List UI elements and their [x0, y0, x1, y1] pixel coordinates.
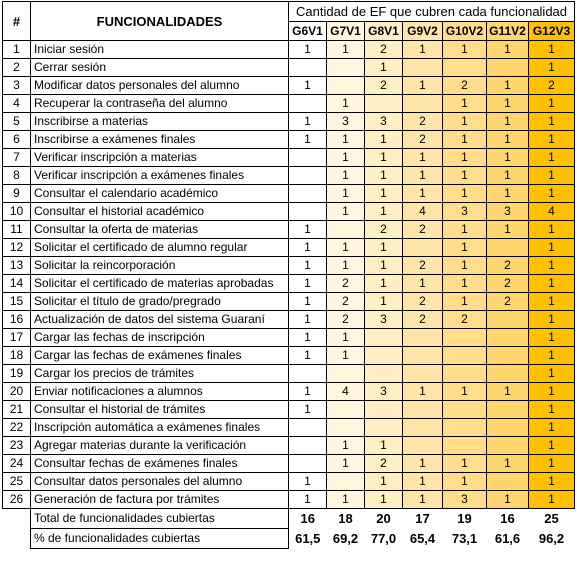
header-col-g12v3: G12V3 [529, 22, 575, 41]
coverage-cell [487, 311, 529, 329]
coverage-cell: 1 [443, 95, 487, 113]
total-value: 18 [327, 509, 365, 529]
functionality-name: Cerrar sesión [31, 59, 289, 77]
percent-label: % de funcionalidades cubiertas [31, 529, 289, 549]
coverage-cell [443, 59, 487, 77]
row-number: 25 [3, 473, 31, 491]
header-functionalities: FUNCIONALIDADES [31, 2, 289, 41]
table-row [3, 221, 575, 239]
coverage-cell: 1 [487, 113, 529, 131]
functionality-name: Cargar las fechas de exámenes finales [31, 347, 289, 365]
functionality-name: Inscripción automática a exámenes finales [31, 419, 289, 437]
coverage-cell: 1 [289, 77, 327, 95]
coverage-cell: 1 [443, 257, 487, 275]
table-row [3, 275, 575, 293]
coverage-cell: 1 [365, 275, 403, 293]
coverage-cell: 1 [443, 473, 487, 491]
coverage-cell [487, 401, 529, 419]
functionality-name: Inscribirse a materias [31, 113, 289, 131]
total-value: 19 [443, 509, 487, 529]
coverage-cell: 1 [529, 41, 575, 59]
coverage-cell [365, 347, 403, 365]
coverage-cell [327, 221, 365, 239]
coverage-cell: 2 [487, 275, 529, 293]
coverage-cell [289, 203, 327, 221]
coverage-cell: 3 [487, 203, 529, 221]
coverage-cell: 1 [403, 41, 443, 59]
coverage-cell: 1 [487, 77, 529, 95]
coverage-cell: 1 [403, 77, 443, 95]
coverage-cell: 1 [487, 383, 529, 401]
coverage-cell: 2 [327, 293, 365, 311]
row-number: 12 [3, 239, 31, 257]
coverage-cell: 1 [529, 491, 575, 509]
row-number: 15 [3, 293, 31, 311]
table-row [3, 491, 575, 509]
coverage-cell [365, 329, 403, 347]
coverage-cell: 1 [365, 185, 403, 203]
row-number: 1 [3, 41, 31, 59]
coverage-cell: 3 [443, 491, 487, 509]
table-row [3, 149, 575, 167]
coverage-cell: 1 [365, 293, 403, 311]
functionality-name: Cargar las fechas de inscripción [31, 329, 289, 347]
coverage-cell: 2 [403, 257, 443, 275]
row-number: 20 [3, 383, 31, 401]
row-number: 8 [3, 167, 31, 185]
coverage-cell [327, 59, 365, 77]
row-number: 26 [3, 491, 31, 509]
total-value: 25 [529, 509, 575, 529]
table-row [3, 383, 575, 401]
coverage-cell: 1 [529, 257, 575, 275]
row-number: 13 [3, 257, 31, 275]
coverage-cell [403, 365, 443, 383]
coverage-cell [443, 329, 487, 347]
coverage-cell: 1 [289, 401, 327, 419]
coverage-cell: 1 [403, 275, 443, 293]
percent-row [3, 529, 575, 549]
coverage-cell: 1 [403, 491, 443, 509]
coverage-cell: 1 [289, 275, 327, 293]
coverage-cell [443, 437, 487, 455]
coverage-cell: 1 [365, 473, 403, 491]
coverage-cell: 1 [487, 167, 529, 185]
coverage-cell: 1 [403, 167, 443, 185]
header-col-g11v2: G11V2 [487, 22, 529, 41]
coverage-cell: 1 [403, 383, 443, 401]
coverage-cell: 1 [529, 59, 575, 77]
row-number: 10 [3, 203, 31, 221]
coverage-cell [403, 437, 443, 455]
coverage-cell: 2 [403, 311, 443, 329]
table-row [3, 41, 575, 59]
coverage-cell: 3 [365, 311, 403, 329]
coverage-cell [443, 347, 487, 365]
coverage-cell [327, 401, 365, 419]
row-number: 5 [3, 113, 31, 131]
percent-value: 77,0 [365, 529, 403, 549]
coverage-cell: 1 [487, 491, 529, 509]
coverage-cell: 1 [443, 113, 487, 131]
row-number: 2 [3, 59, 31, 77]
coverage-cell [403, 419, 443, 437]
coverage-cell: 1 [529, 455, 575, 473]
coverage-cell [289, 59, 327, 77]
coverage-cell [327, 473, 365, 491]
total-value: 16 [289, 509, 327, 529]
coverage-cell: 1 [327, 203, 365, 221]
coverage-cell [289, 365, 327, 383]
coverage-cell [443, 401, 487, 419]
coverage-cell: 2 [403, 131, 443, 149]
header-col-g6v1: G6V1 [289, 22, 327, 41]
row-number: 18 [3, 347, 31, 365]
coverage-cell: 1 [365, 167, 403, 185]
table-row [3, 95, 575, 113]
coverage-cell: 1 [327, 41, 365, 59]
coverage-cell: 1 [289, 491, 327, 509]
percent-value: 65,4 [403, 529, 443, 549]
functionality-name: Consultar el historial de trámites [31, 401, 289, 419]
coverage-table [2, 1, 575, 549]
coverage-cell [487, 365, 529, 383]
row-number: 22 [3, 419, 31, 437]
table-row [3, 131, 575, 149]
coverage-cell: 1 [289, 347, 327, 365]
coverage-cell: 1 [529, 131, 575, 149]
total-label: Total de funcionalidades cubiertas [31, 509, 289, 529]
percent-value: 73,1 [443, 529, 487, 549]
coverage-cell: 1 [487, 149, 529, 167]
coverage-cell: 1 [327, 257, 365, 275]
table-row [3, 293, 575, 311]
percent-value: 96,2 [529, 529, 575, 549]
coverage-cell: 1 [327, 329, 365, 347]
functionality-name: Modificar datos personales del alumno [31, 77, 289, 95]
coverage-cell: 1 [365, 203, 403, 221]
coverage-cell: 2 [487, 293, 529, 311]
coverage-cell [403, 329, 443, 347]
total-row [3, 509, 575, 529]
coverage-cell: 2 [443, 77, 487, 95]
coverage-cell: 1 [289, 41, 327, 59]
coverage-cell [443, 365, 487, 383]
coverage-cell: 1 [289, 221, 327, 239]
row-number: 11 [3, 221, 31, 239]
coverage-cell: 1 [529, 311, 575, 329]
coverage-cell: 1 [529, 167, 575, 185]
coverage-cell: 1 [443, 239, 487, 257]
functionality-name: Consultar fechas de exámenes finales [31, 455, 289, 473]
table-row [3, 203, 575, 221]
row-number: 7 [3, 149, 31, 167]
header-col-g7v1: G7V1 [327, 22, 365, 41]
coverage-cell: 1 [365, 437, 403, 455]
functionality-name: Enviar notificaciones a alumnos [31, 383, 289, 401]
coverage-cell [289, 95, 327, 113]
coverage-cell [487, 437, 529, 455]
coverage-cell: 1 [327, 167, 365, 185]
coverage-cell: 1 [529, 95, 575, 113]
coverage-cell: 1 [529, 149, 575, 167]
coverage-cell [289, 167, 327, 185]
row-number: 14 [3, 275, 31, 293]
row-number: 19 [3, 365, 31, 383]
coverage-cell: 1 [289, 293, 327, 311]
table-row [3, 347, 575, 365]
table-row [3, 419, 575, 437]
table-row [3, 257, 575, 275]
coverage-cell: 1 [487, 131, 529, 149]
table-row [3, 77, 575, 95]
coverage-cell: 1 [289, 257, 327, 275]
functionality-name: Actualización de datos del sistema Guaraní [31, 311, 289, 329]
coverage-cell: 1 [529, 401, 575, 419]
functionality-name: Verificar inscripción a materias [31, 149, 289, 167]
coverage-cell: 1 [443, 167, 487, 185]
coverage-cell: 2 [327, 275, 365, 293]
coverage-cell: 3 [443, 203, 487, 221]
coverage-cell [289, 419, 327, 437]
functionality-name: Solicitar el título de grado/pregrado [31, 293, 289, 311]
coverage-cell: 1 [327, 131, 365, 149]
coverage-cell: 1 [487, 455, 529, 473]
coverage-cell: 1 [443, 383, 487, 401]
coverage-cell: 1 [289, 383, 327, 401]
row-number: 21 [3, 401, 31, 419]
coverage-cell: 1 [403, 149, 443, 167]
coverage-cell: 1 [529, 365, 575, 383]
functionality-name: Inscribirse a exámenes finales [31, 131, 289, 149]
percent-value: 69,2 [327, 529, 365, 549]
functionality-name: Solicitar la reincorporación [31, 257, 289, 275]
table-row [3, 113, 575, 131]
row-number: 9 [3, 185, 31, 203]
coverage-cell: 1 [487, 221, 529, 239]
coverage-cell: 1 [327, 437, 365, 455]
coverage-cell: 1 [327, 491, 365, 509]
coverage-cell [487, 59, 529, 77]
header-group-coverage: Cantidad de EF que cubren cada funcionalidad [289, 2, 575, 22]
coverage-cell: 2 [487, 257, 529, 275]
coverage-cell: 1 [327, 185, 365, 203]
coverage-cell: 1 [443, 131, 487, 149]
coverage-cell: 1 [529, 419, 575, 437]
table-body [3, 41, 575, 509]
coverage-cell [365, 419, 403, 437]
functionality-name: Consultar datos personales del alumno [31, 473, 289, 491]
coverage-cell: 4 [327, 383, 365, 401]
row-number: 4 [3, 95, 31, 113]
coverage-cell: 1 [403, 185, 443, 203]
coverage-cell [403, 401, 443, 419]
coverage-cell: 4 [529, 203, 575, 221]
functionality-name: Solicitar el certificado de alumno regular [31, 239, 289, 257]
total-value: 17 [403, 509, 443, 529]
coverage-cell: 2 [403, 113, 443, 131]
coverage-cell: 1 [529, 239, 575, 257]
coverage-cell: 1 [529, 113, 575, 131]
coverage-cell: 3 [365, 383, 403, 401]
table-row [3, 311, 575, 329]
coverage-cell [487, 473, 529, 491]
coverage-cell: 2 [365, 77, 403, 95]
coverage-cell: 1 [443, 221, 487, 239]
coverage-cell: 1 [365, 131, 403, 149]
table-row [3, 455, 575, 473]
coverage-cell: 1 [529, 473, 575, 491]
coverage-cell: 1 [529, 293, 575, 311]
coverage-cell: 1 [487, 95, 529, 113]
coverage-cell: 1 [403, 455, 443, 473]
table-row [3, 185, 575, 203]
functionality-name: Consultar el historial académico [31, 203, 289, 221]
coverage-cell [403, 59, 443, 77]
functionality-name: Cargar los precios de trámites [31, 365, 289, 383]
header-number: # [3, 2, 31, 41]
coverage-cell [327, 77, 365, 95]
coverage-cell: 4 [403, 203, 443, 221]
functionality-name: Consultar la oferta de materias [31, 221, 289, 239]
coverage-cell: 1 [443, 185, 487, 203]
coverage-cell [487, 329, 529, 347]
total-value: 20 [365, 509, 403, 529]
coverage-cell: 2 [365, 41, 403, 59]
row-number: 17 [3, 329, 31, 347]
coverage-cell [403, 95, 443, 113]
percent-value: 61,6 [487, 529, 529, 549]
table-row [3, 239, 575, 257]
coverage-cell: 3 [327, 113, 365, 131]
coverage-cell: 1 [403, 473, 443, 491]
coverage-cell [289, 455, 327, 473]
coverage-cell [365, 365, 403, 383]
table-row [3, 365, 575, 383]
coverage-cell: 1 [327, 95, 365, 113]
header-col-g10v2: G10V2 [443, 22, 487, 41]
coverage-cell [289, 149, 327, 167]
coverage-cell: 2 [365, 221, 403, 239]
coverage-cell [443, 419, 487, 437]
coverage-cell: 1 [487, 41, 529, 59]
coverage-cell [289, 185, 327, 203]
coverage-cell [403, 239, 443, 257]
coverage-cell [487, 419, 529, 437]
coverage-cell: 1 [529, 275, 575, 293]
coverage-cell: 1 [443, 149, 487, 167]
table-row [3, 401, 575, 419]
coverage-cell [327, 419, 365, 437]
coverage-cell: 1 [327, 149, 365, 167]
coverage-cell [487, 347, 529, 365]
table-row [3, 437, 575, 455]
coverage-cell: 2 [327, 311, 365, 329]
coverage-cell: 1 [365, 491, 403, 509]
coverage-cell: 1 [443, 275, 487, 293]
coverage-cell [289, 437, 327, 455]
coverage-cell: 2 [403, 293, 443, 311]
header-col-g8v1: G8V1 [365, 22, 403, 41]
coverage-cell: 2 [365, 455, 403, 473]
total-value: 16 [487, 509, 529, 529]
coverage-cell: 1 [443, 41, 487, 59]
coverage-cell: 1 [327, 239, 365, 257]
functionality-name: Verificar inscripción a exámenes finales [31, 167, 289, 185]
row-number: 16 [3, 311, 31, 329]
coverage-cell: 3 [365, 113, 403, 131]
coverage-cell: 1 [529, 437, 575, 455]
functionality-name: Solicitar el certificado de materias aprobadas [31, 275, 289, 293]
coverage-cell [365, 95, 403, 113]
coverage-cell: 1 [443, 455, 487, 473]
coverage-cell: 1 [365, 239, 403, 257]
coverage-cell: 2 [529, 77, 575, 95]
coverage-cell: 1 [529, 185, 575, 203]
coverage-cell [403, 347, 443, 365]
coverage-cell [487, 239, 529, 257]
functionality-name: Recuperar la contraseña del alumno [31, 95, 289, 113]
coverage-cell: 1 [443, 293, 487, 311]
coverage-cell: 1 [487, 185, 529, 203]
table-row [3, 473, 575, 491]
table-row [3, 167, 575, 185]
table-footer [3, 509, 575, 549]
coverage-cell: 1 [529, 221, 575, 239]
coverage-cell: 1 [289, 473, 327, 491]
coverage-cell: 1 [289, 311, 327, 329]
percent-value: 61,5 [289, 529, 327, 549]
header-col-g9v2: G9V2 [403, 22, 443, 41]
functionality-name: Generación de factura por trámites [31, 491, 289, 509]
row-number: 6 [3, 131, 31, 149]
coverage-cell: 1 [365, 257, 403, 275]
coverage-cell [365, 401, 403, 419]
functionality-name: Consultar el calendario académico [31, 185, 289, 203]
coverage-cell: 1 [365, 59, 403, 77]
coverage-cell: 1 [289, 329, 327, 347]
table-row [3, 59, 575, 77]
row-number: 23 [3, 437, 31, 455]
coverage-cell: 1 [365, 149, 403, 167]
row-number: 3 [3, 77, 31, 95]
functionality-name: Agregar materias durante la verificación [31, 437, 289, 455]
coverage-cell: 1 [529, 383, 575, 401]
coverage-cell: 1 [289, 113, 327, 131]
coverage-cell: 1 [327, 347, 365, 365]
row-number: 24 [3, 455, 31, 473]
coverage-cell: 1 [327, 455, 365, 473]
functionality-name: Iniciar sesión [31, 41, 289, 59]
coverage-cell: 1 [529, 329, 575, 347]
coverage-cell [327, 365, 365, 383]
coverage-cell: 1 [289, 131, 327, 149]
table-row [3, 329, 575, 347]
coverage-cell: 1 [289, 239, 327, 257]
coverage-cell: 2 [443, 311, 487, 329]
coverage-cell: 2 [403, 221, 443, 239]
coverage-cell: 1 [529, 347, 575, 365]
